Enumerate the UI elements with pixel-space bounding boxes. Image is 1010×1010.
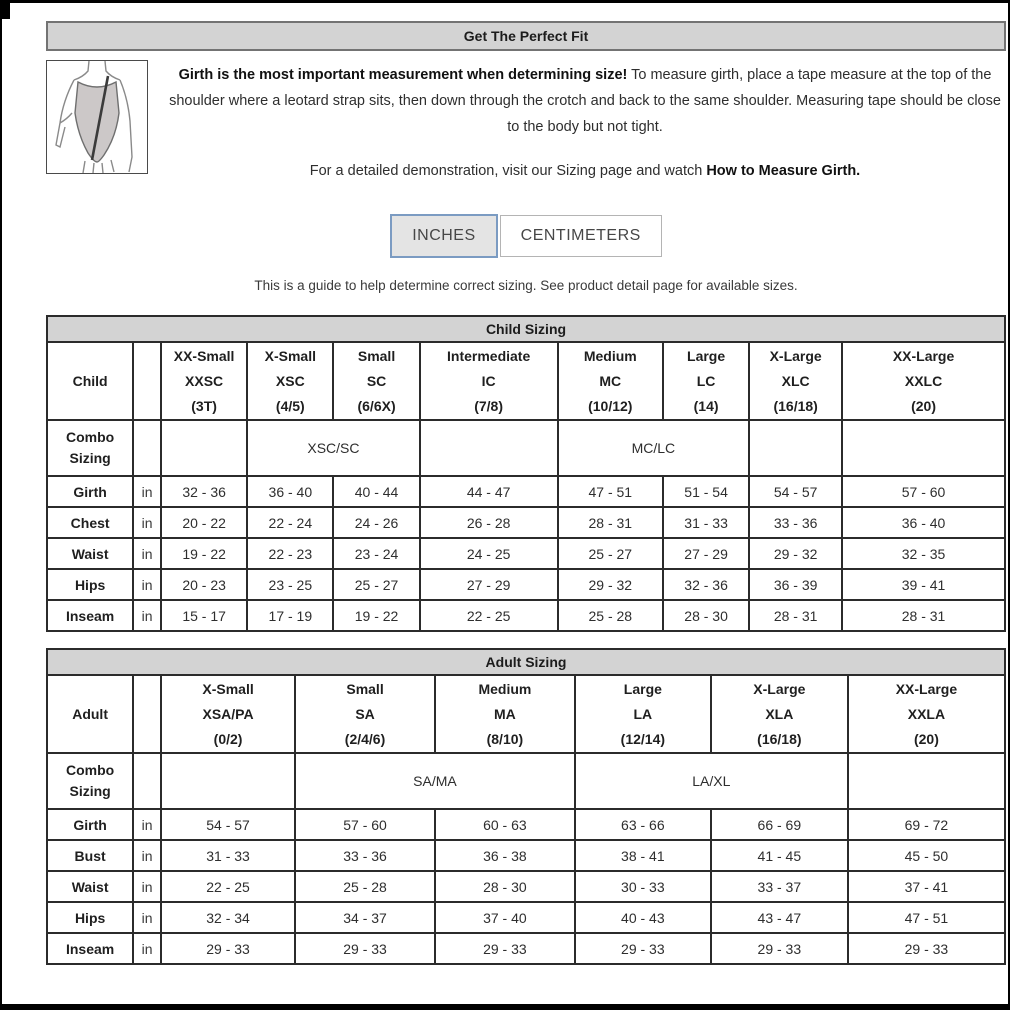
size-name: Intermediate (447, 347, 531, 364)
measurement-value: 29 - 33 (711, 933, 848, 964)
measurement-value: 57 - 60 (295, 809, 435, 840)
measurement-value: 40 - 44 (333, 476, 419, 507)
measurement-value: 33 - 37 (711, 871, 848, 902)
size-code: SC (366, 372, 387, 389)
size-numbers: (3T) (191, 397, 217, 414)
size-numbers: (16/18) (773, 397, 818, 414)
measurement-value: 32 - 36 (161, 476, 247, 507)
girth-instructions (168, 62, 1002, 140)
sizing-guide-note: This is a guide to help determine correct sizing. See product detail page for available sizes. (254, 278, 798, 293)
combo-cell: SA/MA (295, 753, 575, 809)
measurement-value: 22 - 24 (247, 507, 333, 538)
measurement-value: 26 - 28 (420, 507, 558, 538)
size-numbers: (14) (693, 397, 719, 414)
measurement-value: 45 - 50 (848, 840, 1005, 871)
child-size-column-header (842, 342, 1005, 420)
unit-cell: in (133, 569, 161, 600)
unit-cell: in (133, 507, 161, 538)
measurement-value: 39 - 41 (842, 569, 1005, 600)
measurement-value: 20 - 22 (161, 507, 247, 538)
size-name: XX-Large (892, 347, 955, 364)
size-code: XLC (781, 372, 810, 389)
adult-size-column-header (848, 675, 1005, 753)
size-name: Small (357, 347, 396, 364)
adult-group-label: Adult (47, 675, 133, 753)
measurement-value: 27 - 29 (663, 538, 749, 569)
size-name: X-Small (264, 347, 316, 364)
unit-cell: in (133, 902, 161, 933)
demo-sentence-bold: How to Measure Girth. (706, 163, 861, 179)
unit-cell: in (133, 476, 161, 507)
size-name: XX-Large (895, 680, 958, 697)
size-numbers: (20) (913, 730, 939, 747)
measurement-label: Girth (47, 476, 133, 507)
measurement-label: Inseam (47, 600, 133, 631)
measurement-value: 29 - 33 (575, 933, 711, 964)
combo-cell: LA/XL (575, 753, 848, 809)
measurement-value: 36 - 40 (247, 476, 333, 507)
measurement-label: Waist (47, 871, 133, 902)
measurement-value: 27 - 29 (420, 569, 558, 600)
adult-sizing-title: Adult Sizing (47, 649, 1005, 675)
size-name: Small (346, 680, 384, 697)
corner-notch (2, 3, 10, 19)
combo-cell (420, 420, 558, 476)
adult-size-column-header (711, 675, 848, 753)
unit-cell: in (133, 871, 161, 902)
child-size-column-header (161, 342, 247, 420)
measurement-value: 34 - 37 (295, 902, 435, 933)
child-size-column-header (558, 342, 663, 420)
measurement-value: 44 - 47 (420, 476, 558, 507)
size-numbers: (2/4/6) (344, 730, 386, 747)
leotard-figure-illustration (47, 61, 147, 173)
size-code: XXLA (907, 705, 946, 722)
measurement-value: 37 - 40 (435, 902, 575, 933)
combo-cell (161, 420, 247, 476)
measurement-value: 25 - 28 (558, 600, 663, 631)
centimeters-button[interactable]: CENTIMETERS (500, 215, 662, 257)
size-numbers: (4/5) (275, 397, 305, 414)
size-name: Medium (478, 680, 532, 697)
child-unit-column-header (133, 342, 161, 420)
measurement-value: 24 - 26 (333, 507, 419, 538)
measurement-label: Waist (47, 538, 133, 569)
unit-cell: in (133, 840, 161, 871)
unit-toggle (46, 214, 1006, 258)
measurement-value: 19 - 22 (161, 538, 247, 569)
page-title: Get The Perfect Fit (46, 21, 1006, 51)
child-size-column-header (663, 342, 749, 420)
measurement-value: 33 - 36 (295, 840, 435, 871)
size-numbers: (12/14) (620, 730, 666, 747)
intro-text (148, 60, 1006, 184)
measurement-value: 24 - 25 (420, 538, 558, 569)
girth-instructions-body: To measure girth, place a tape measure at the top of the shoulder where a leotard strap sits, then down through the crotch and back to the same shoulder. Measuring tape should be close to the body but not tight. (169, 67, 1001, 135)
combo-sizing-label: Combo Sizing (47, 420, 133, 476)
leotard-girth-diagram (46, 60, 148, 174)
measurement-value: 31 - 33 (663, 507, 749, 538)
adult-size-column-header (161, 675, 295, 753)
size-code: XXSC (185, 372, 224, 389)
measurement-value: 37 - 41 (848, 871, 1005, 902)
measurement-value: 22 - 25 (161, 871, 295, 902)
child-group-label: Child (47, 342, 133, 420)
measurement-value: 19 - 22 (333, 600, 419, 631)
size-numbers: (8/10) (486, 730, 524, 747)
measurement-value: 33 - 36 (749, 507, 842, 538)
measurement-value: 40 - 43 (575, 902, 711, 933)
measurement-value: 29 - 33 (435, 933, 575, 964)
measurement-value: 29 - 32 (749, 538, 842, 569)
measurement-value: 36 - 39 (749, 569, 842, 600)
unit-cell: in (133, 600, 161, 631)
girth-instructions-bold: Girth is the most important measurement when determining size! (178, 67, 628, 83)
measurement-value: 15 - 17 (161, 600, 247, 631)
size-numbers: (0/2) (213, 730, 243, 747)
child-sizing-table (46, 315, 1006, 632)
size-code: XSA/PA (202, 705, 254, 722)
size-name: X-Large (753, 680, 806, 697)
size-code: LC (696, 372, 716, 389)
measurement-value: 43 - 47 (711, 902, 848, 933)
measurement-value: 17 - 19 (247, 600, 333, 631)
combo-cell: MC/LC (558, 420, 750, 476)
measurement-value: 29 - 33 (161, 933, 295, 964)
measurement-value: 41 - 45 (711, 840, 848, 871)
measurement-value: 60 - 63 (435, 809, 575, 840)
size-numbers: (6/6X) (357, 397, 396, 414)
measurement-value: 22 - 25 (420, 600, 558, 631)
size-name: Medium (583, 347, 637, 364)
measurement-value: 54 - 57 (749, 476, 842, 507)
measurement-label: Hips (47, 569, 133, 600)
unit-cell: in (133, 538, 161, 569)
size-numbers: (20) (911, 397, 936, 414)
combo-cell (749, 420, 842, 476)
measurement-value: 32 - 35 (842, 538, 1005, 569)
measurement-value: 66 - 69 (711, 809, 848, 840)
leotard-shape (75, 82, 119, 162)
measurement-value: 57 - 60 (842, 476, 1005, 507)
measurement-value: 36 - 40 (842, 507, 1005, 538)
measurement-value: 29 - 33 (295, 933, 435, 964)
combo-cell (842, 420, 1005, 476)
adult-size-column-header (575, 675, 711, 753)
unit-cell (133, 753, 161, 809)
size-guide-content (46, 21, 1006, 965)
size-name: X-Large (769, 347, 822, 364)
child-sizing-title: Child Sizing (47, 316, 1005, 342)
demo-sentence-prefix: For a detailed demonstration, visit our Sizing page and watch (309, 163, 707, 179)
size-code: IC (481, 372, 496, 389)
unit-cell: in (133, 809, 161, 840)
size-numbers: (16/18) (757, 730, 802, 747)
measurement-label: Bust (47, 840, 133, 871)
measurement-label: Girth (47, 809, 133, 840)
measurement-value: 51 - 54 (663, 476, 749, 507)
measurement-label: Inseam (47, 933, 133, 964)
child-size-column-header (333, 342, 419, 420)
inches-button[interactable]: INCHES (390, 214, 497, 258)
measurement-value: 32 - 34 (161, 902, 295, 933)
measurement-value: 20 - 23 (161, 569, 247, 600)
size-code: MA (494, 705, 516, 722)
measurement-value: 23 - 25 (247, 569, 333, 600)
measurement-value: 28 - 31 (558, 507, 663, 538)
measurement-value: 28 - 31 (749, 600, 842, 631)
child-size-column-header (420, 342, 558, 420)
adult-sizing-table (46, 648, 1006, 965)
measurement-label: Chest (47, 507, 133, 538)
measurement-value: 28 - 30 (663, 600, 749, 631)
unit-cell: in (133, 933, 161, 964)
intro-section (46, 60, 1006, 184)
measurement-value: 69 - 72 (848, 809, 1005, 840)
size-numbers: (7/8) (474, 397, 504, 414)
adult-unit-column-header (133, 675, 161, 753)
measurement-value: 31 - 33 (161, 840, 295, 871)
measurement-value: 25 - 27 (333, 569, 419, 600)
adult-size-column-header (435, 675, 575, 753)
measurement-value: 29 - 32 (558, 569, 663, 600)
size-numbers: (10/12) (588, 397, 633, 414)
size-name: Large (623, 680, 662, 697)
measurement-value: 47 - 51 (558, 476, 663, 507)
measurement-value: 25 - 28 (295, 871, 435, 902)
child-size-column-header (247, 342, 333, 420)
size-code: XLA (765, 705, 794, 722)
measurement-value: 36 - 38 (435, 840, 575, 871)
size-code: XXLC (904, 372, 943, 389)
measurement-value: 54 - 57 (161, 809, 295, 840)
measurement-value: 22 - 23 (247, 538, 333, 569)
measurement-label: Hips (47, 902, 133, 933)
size-name: X-Small (202, 680, 254, 697)
size-name: Large (687, 347, 726, 364)
child-size-column-header (749, 342, 842, 420)
measurement-value: 28 - 30 (435, 871, 575, 902)
measurement-value: 32 - 36 (663, 569, 749, 600)
size-code: LA (633, 705, 653, 722)
size-name: XX-Small (173, 347, 235, 364)
measurement-value: 29 - 33 (848, 933, 1005, 964)
size-code: SA (355, 705, 375, 722)
measurement-value: 23 - 24 (333, 538, 419, 569)
measurement-value: 25 - 27 (558, 538, 663, 569)
combo-cell: XSC/SC (247, 420, 419, 476)
combo-sizing-label: Combo Sizing (47, 753, 133, 809)
size-code: XSC (275, 372, 305, 389)
adult-size-column-header (295, 675, 435, 753)
demo-sentence (168, 158, 1002, 184)
measurement-value: 63 - 66 (575, 809, 711, 840)
measurement-value: 38 - 41 (575, 840, 711, 871)
combo-cell (848, 753, 1005, 809)
measurement-value: 30 - 33 (575, 871, 711, 902)
unit-cell (133, 420, 161, 476)
size-code: MC (599, 372, 622, 389)
measurement-value: 47 - 51 (848, 902, 1005, 933)
combo-cell (161, 753, 295, 809)
measurement-value: 28 - 31 (842, 600, 1005, 631)
